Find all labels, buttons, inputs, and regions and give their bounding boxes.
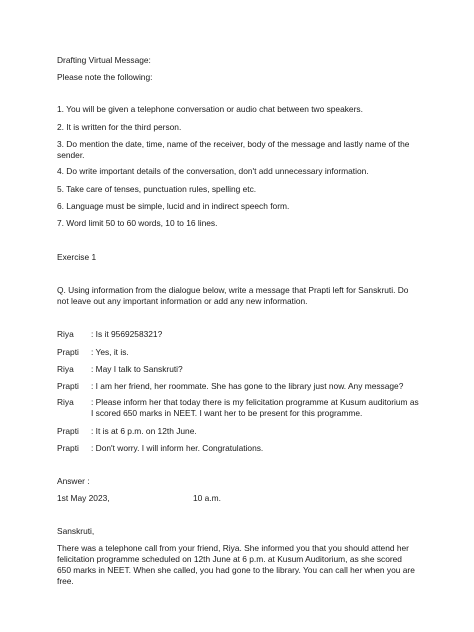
exercise-title: Exercise 1: [57, 252, 97, 262]
question-text: Q. Using information from the dialogue below, write a message that Prapti left for Sanskruti. Do not leave out any important information or add any new information.: [57, 285, 409, 306]
rule-item: 4. Do write important details of the conversation, don't add unnecessary information.: [57, 166, 369, 176]
speaker-name: Prapti: [57, 443, 79, 453]
message-body: There was a telephone call from your friend, Riya. She informed you that you should attend her felicitation programme scheduled on 12th June at 6 p.m. at Kusum Auditorium, as she scored 650 marks in NEET. When she called, you had gone to the library. You can call her when you are free.: [57, 543, 415, 586]
answer-time: 10 a.m.: [193, 493, 221, 503]
speaker-name: Riya: [57, 364, 74, 374]
dialogue-line: [0, 443, 474, 455]
dialogue-line: [0, 426, 474, 438]
rule-item: 6. Language must be simple, lucid and in indirect speech form.: [57, 201, 290, 211]
answer-datetime: [0, 493, 474, 505]
rule-item: 5. Take care of tenses, punctuation rules, spelling etc.: [57, 184, 257, 194]
dialogue-text: : Yes, it is.: [91, 347, 129, 357]
rule-item: 7. Word limit 50 to 60 words, 10 to 16 lines.: [57, 218, 218, 228]
speaker-name: Riya: [57, 329, 74, 339]
speaker-name: Prapti: [57, 381, 79, 391]
rule-item: 2. It is written for the third person.: [57, 122, 182, 132]
speaker-name: Prapti: [57, 426, 79, 436]
answer-date: 1st May 2023,: [57, 493, 110, 503]
rule-item: 1. You will be given a telephone conversation or audio chat between two speakers.: [57, 104, 363, 114]
document-heading: Drafting Virtual Message:: [57, 55, 151, 65]
dialogue-line: [0, 364, 474, 376]
dialogue-text: : Is it 9569258321?: [91, 329, 163, 339]
dialogue-line: [0, 397, 474, 421]
dialogue-text: : I am her friend, her roommate. She has gone to the library just now. Any message?: [91, 381, 404, 391]
speaker-name: Riya: [57, 397, 74, 407]
dialogue-text: : May I talk to Sanskruti?: [91, 364, 183, 374]
dialogue-text: : Please inform her that today there is my felicitation programme at Kusum auditorium as I scored 650 marks in NEET. I want her to be present for this programme.: [91, 397, 419, 418]
dialogue-text: : Don't worry. I will inform her. Congratulations.: [91, 443, 264, 453]
dialogue-line: [0, 329, 474, 341]
dialogue-text: : It is at 6 p.m. on 12th June.: [91, 426, 197, 436]
salutation: Sanskruti,: [57, 526, 95, 536]
note-line: Please note the following:: [57, 72, 153, 82]
speaker-name: Prapti: [57, 347, 79, 357]
dialogue-line: [0, 347, 474, 359]
rule-item: 3. Do mention the date, time, name of the receiver, body of the message and lastly name of the sender.: [57, 139, 410, 160]
dialogue-line: [0, 381, 474, 393]
answer-label: Answer :: [57, 476, 90, 486]
